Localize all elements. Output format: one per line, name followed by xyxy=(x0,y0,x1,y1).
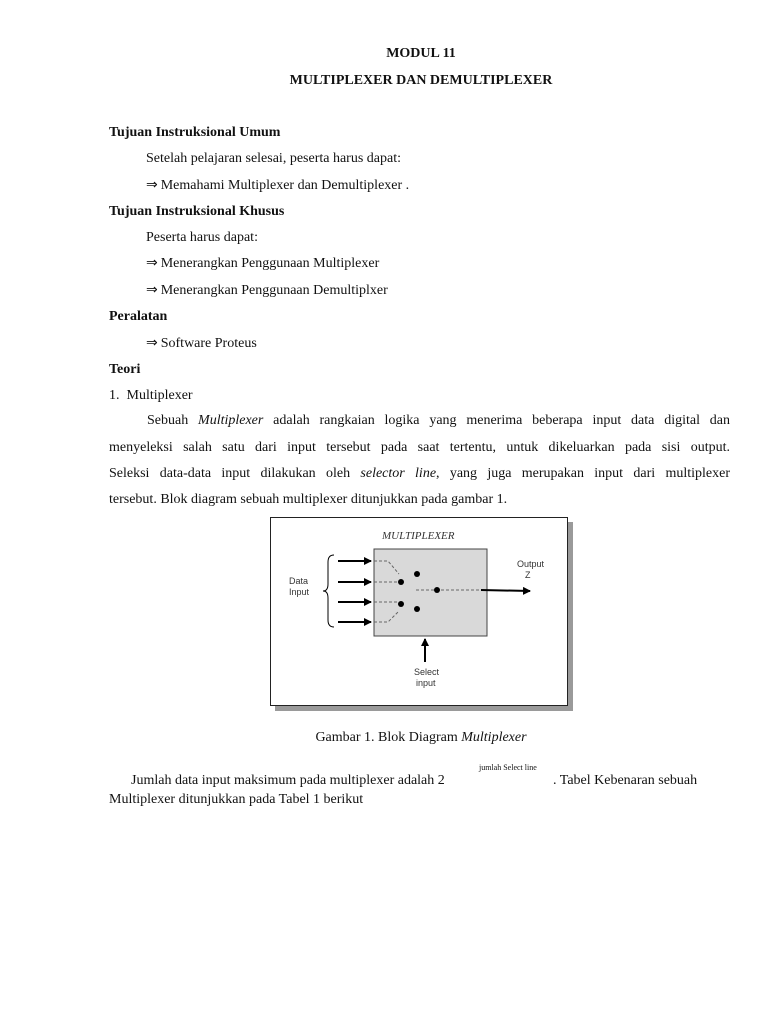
module-title: MULTIPLEXER DAN DEMULTIPLEXER xyxy=(289,73,553,88)
implies-arrow-icon: ⇒ xyxy=(146,255,158,271)
mux-box xyxy=(374,549,487,636)
switch-contact-dot xyxy=(398,579,404,585)
tik-item-text: Menerangkan Penggunaan Multiplexer xyxy=(160,256,380,271)
implies-arrow-icon: ⇒ xyxy=(146,335,158,351)
multiplexer-diagram-svg xyxy=(271,518,567,705)
switch-pivot-dot xyxy=(434,587,440,593)
multiplexer-block-diagram xyxy=(270,517,568,706)
text-run: , yang juga merupakan input dari multiplexer xyxy=(436,466,731,481)
output-arrow xyxy=(481,590,530,591)
text-run: Seleksi data-data input dilakukan oleh xyxy=(109,466,361,481)
paragraph-line: menyeleksi salah satu dari input tersebut pada saat tertentu, untuk dikeluarkan pada sisi output. xyxy=(109,440,730,455)
switch-contact-dot xyxy=(398,601,404,607)
tik-heading: Tujuan Instruksional Khusus xyxy=(109,204,285,219)
tiu-item-text: Memahami Multiplexer dan Demultiplexer . xyxy=(160,178,410,193)
select-label: input xyxy=(416,678,436,688)
tik-item xyxy=(146,282,388,299)
text-run-italic: Multiplexer xyxy=(198,413,264,428)
caption-text-italic: Multiplexer xyxy=(461,730,527,745)
data-input-label: Data xyxy=(289,576,309,586)
figure-caption xyxy=(0,729,768,746)
tik-item-text: Menerangkan Penggunaan Demultiplxer xyxy=(160,283,388,298)
implies-arrow-icon: ⇒ xyxy=(146,177,158,193)
paragraph-line xyxy=(109,465,730,482)
text-run: Sebuah xyxy=(147,413,199,428)
select-label: Select xyxy=(414,667,440,677)
input-brace xyxy=(323,555,334,627)
output-label: Z xyxy=(525,570,531,580)
output-label: Output xyxy=(517,559,545,569)
implies-arrow-icon: ⇒ xyxy=(146,282,158,298)
text-run-italic: selector line xyxy=(360,466,437,481)
peralatan-item xyxy=(146,335,257,352)
data-input-label: Input xyxy=(289,587,310,597)
paragraph-line: Jumlah data input maksimum pada multiplexer adalah 2 xyxy=(131,773,445,788)
paragraph-line: . Tabel Kebenaran sebuah xyxy=(553,773,698,788)
tiu-heading: Tujuan Instruksional Umum xyxy=(109,125,281,140)
peralatan-item-text: Software Proteus xyxy=(160,336,257,351)
peralatan-heading: Peralatan xyxy=(109,309,168,324)
tik-item xyxy=(146,255,379,272)
paragraph-line xyxy=(109,412,730,429)
tiu-item xyxy=(146,177,409,194)
tiu-intro: Setelah pelajaran selesai, peserta harus dapat: xyxy=(146,151,401,166)
tik-intro: Peserta harus dapat: xyxy=(146,230,258,245)
paragraph-line: tersebut. Blok diagram sebuah multiplexer ditunjukkan pada gambar 1. xyxy=(109,492,508,507)
superscript-exponent: jumlah Select line xyxy=(479,763,537,772)
paragraph-line: Multiplexer ditunjukkan pada Tabel 1 berikut xyxy=(109,792,364,807)
teori-heading: Teori xyxy=(109,362,141,377)
switch-contact-dot xyxy=(414,571,420,577)
diagram-title: MULTIPLEXER xyxy=(382,530,455,542)
caption-text: Gambar 1. Blok Diagram xyxy=(315,730,462,745)
module-number: MODUL 11 xyxy=(386,46,456,61)
switch-contact-dot xyxy=(414,606,420,612)
section-multiplexer: 1. Multiplexer xyxy=(109,388,193,403)
text-run: adalah rangkaian logika yang menerima beberapa input data digital dan xyxy=(263,413,730,428)
